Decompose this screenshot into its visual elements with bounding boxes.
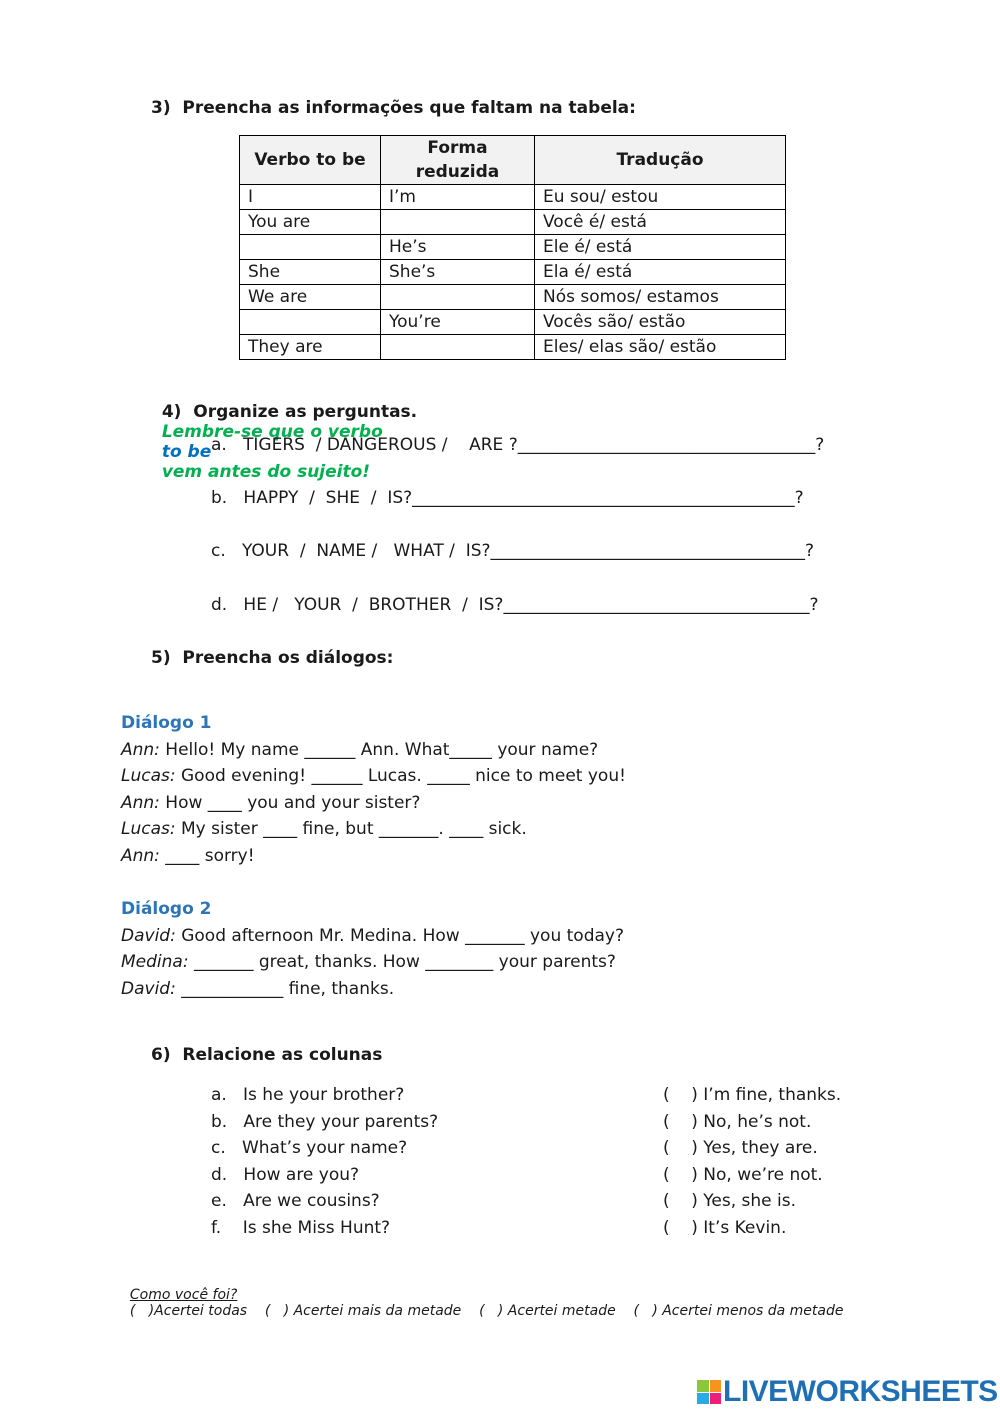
table-row [240, 285, 786, 310]
dialog-text: _______ great, thanks. How ________ your parents? [188, 952, 616, 972]
match-question: a. Is he your brother? [211, 1085, 405, 1105]
dialog-line[interactable] [121, 979, 394, 999]
speaker: Ann: [121, 740, 160, 760]
dialog-text: How ____ you and your sister? [159, 793, 421, 813]
dialog-line[interactable] [121, 819, 527, 839]
table-row [240, 310, 786, 335]
table-cell-blank[interactable] [381, 335, 535, 360]
dialog-text: ____________ fine, thanks. [175, 979, 395, 999]
match-answer[interactable]: ( ) It’s Kevin. [663, 1218, 787, 1238]
table-cell: We are [240, 285, 381, 310]
match-answer[interactable]: ( ) I’m fine, thanks. [663, 1085, 842, 1105]
table-cell: Ela é/ está [535, 260, 786, 285]
dialog-text: ____ sorry! [159, 846, 255, 866]
match-question: f. Is she Miss Hunt? [211, 1218, 391, 1238]
speaker: Lucas: [121, 819, 176, 839]
table-header-row [240, 136, 786, 185]
verb-to-be-table [239, 135, 786, 360]
table-cell: She’s [381, 260, 535, 285]
self-eval-label: Como você foi? [129, 1287, 238, 1303]
speaker: Medina: [121, 952, 189, 972]
table-cell: I’m [381, 185, 535, 210]
self-evaluation[interactable] [121, 1271, 844, 1319]
q5-title: 5) Preencha os diálogos: [151, 648, 394, 668]
table-cell: They are [240, 335, 381, 360]
table-header: Tradução [535, 136, 786, 185]
speaker: Lucas: [121, 766, 176, 786]
match-question: e. Are we cousins? [211, 1191, 380, 1211]
speaker: Ann: [121, 846, 160, 866]
table-row [240, 335, 786, 360]
speaker: David: [121, 979, 176, 999]
table-cell: Eu sou/ estou [535, 185, 786, 210]
table-cell: Vocês são/ estão [535, 310, 786, 335]
dialog-text: My sister ____ fine, but _______. ____ sick. [175, 819, 527, 839]
table-cell-blank[interactable] [381, 285, 535, 310]
table-cell-blank[interactable] [381, 210, 535, 235]
table-cell: I [240, 185, 381, 210]
match-answer[interactable]: ( ) No, we’re not. [663, 1165, 823, 1185]
table-cell: Ele é/ está [535, 235, 786, 260]
speaker: Ann: [121, 793, 160, 813]
table-cell: You’re [381, 310, 535, 335]
table-cell: You are [240, 210, 381, 235]
table-cell: Nós somos/ estamos [535, 285, 786, 310]
table-row [240, 210, 786, 235]
match-answer[interactable]: ( ) Yes, they are. [663, 1138, 818, 1158]
match-question: c. What’s your name? [211, 1138, 408, 1158]
self-eval-options[interactable]: ( )Acertei todas ( ) Acertei mais da metade ( ) Acertei metade ( ) Acertei menos da metade [129, 1303, 844, 1319]
dialog-line[interactable] [121, 740, 598, 760]
dialog-text: Good evening! ______ Lucas. _____ nice to meet you! [175, 766, 626, 786]
q4-title-line [151, 382, 417, 482]
dialog2-heading: Diálogo 2 [121, 899, 212, 919]
table-header: Forma reduzida [381, 136, 535, 185]
match-answer[interactable]: ( ) No, he’s not. [663, 1112, 812, 1132]
q6-title: 6) Relacione as colunas [151, 1045, 383, 1065]
dialog-line[interactable] [121, 952, 616, 972]
table-cell: She [240, 260, 381, 285]
table-cell: Você é/ está [535, 210, 786, 235]
table-cell-blank[interactable] [240, 310, 381, 335]
q4-item-b[interactable]: b. HAPPY / SHE / IS?_____________________________________________? [211, 488, 804, 508]
q4-hint-part3: vem antes do sujeito! [161, 462, 371, 482]
logo-text: LIVEWORKSHEETS [723, 1375, 998, 1408]
table-header: Verbo to be [240, 136, 381, 185]
q4-hint-part1: Lembre-se que o verbo [161, 422, 383, 442]
q4-item-c[interactable]: c. YOUR / NAME / WHAT / IS?_____________________________________? [211, 541, 815, 561]
q4-title: 4) Organize as perguntas. [161, 402, 418, 422]
dialog-line[interactable] [121, 766, 626, 786]
q3-title: 3) Preencha as informações que faltam na tabela: [151, 98, 636, 118]
q4-hint-part2: to be [161, 442, 212, 462]
q4-item-a[interactable]: a. TIGERS / DANGEROUS / ARE ?___________________________________? [211, 435, 825, 455]
table-row [240, 260, 786, 285]
match-question: b. Are they your parents? [211, 1112, 439, 1132]
dialog-line[interactable] [121, 846, 255, 866]
table-cell: Eles/ elas são/ estão [535, 335, 786, 360]
table-row [240, 235, 786, 260]
liveworksheets-logo-icon [697, 1380, 721, 1404]
table-cell: He’s [381, 235, 535, 260]
speaker: David: [121, 926, 176, 946]
table-cell-blank[interactable] [240, 235, 381, 260]
dialog-text: Good afternoon Mr. Medina. How _______ you today? [175, 926, 624, 946]
dialog-text: Hello! My name ______ Ann. What_____ your name? [159, 740, 599, 760]
liveworksheets-logo [697, 1375, 998, 1409]
dialog1-heading: Diálogo 1 [121, 713, 212, 733]
table-row [240, 185, 786, 210]
match-answer[interactable]: ( ) Yes, she is. [663, 1191, 797, 1211]
match-question: d. How are you? [211, 1165, 360, 1185]
q4-item-d[interactable]: d. HE / YOUR / BROTHER / IS?____________________________________? [211, 595, 819, 615]
dialog-line[interactable] [121, 926, 624, 946]
dialog-line[interactable] [121, 793, 420, 813]
